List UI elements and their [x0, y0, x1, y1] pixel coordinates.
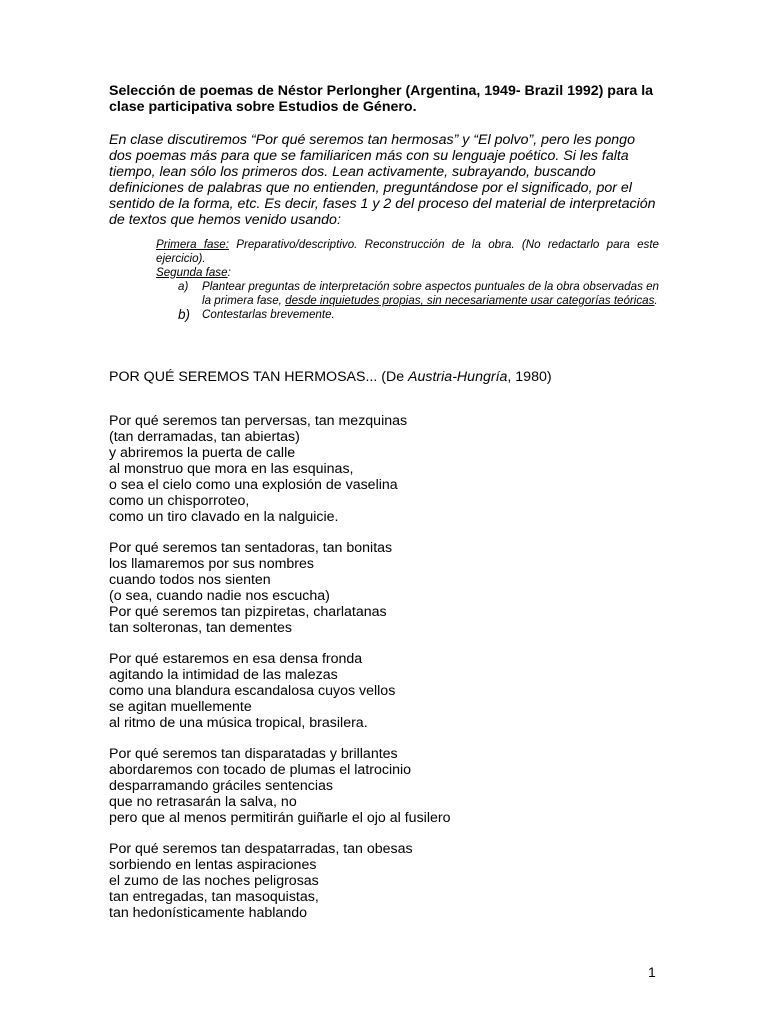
item-a-text-post: .: [654, 294, 658, 307]
intro-paragraph: [109, 132, 669, 228]
poem-heading-pre: POR QUÉ SEREMOS TAN HERMOSAS... (De: [109, 369, 409, 385]
poem-stanza: [109, 540, 669, 636]
phases-block: [156, 238, 659, 322]
first-phase-label: Primera fase:: [156, 238, 229, 251]
poem-line: tan solteronas, tan dementes: [109, 620, 292, 636]
title-line: clase participativa sobre Estudios de Género.: [109, 99, 417, 115]
first-phase-text: Preparativo/descriptivo. Reconstrucción de la obra. (No redactarlo para este ejercicio).: [156, 238, 659, 265]
poem-heading: [109, 369, 552, 386]
intro-line: dos poemas más para que se familiaricen más con su lenguaje poético. Si les falta: [109, 148, 629, 164]
poem-stanza: [109, 413, 669, 525]
poem-body: [109, 413, 669, 936]
page-number: 1: [648, 964, 656, 980]
poem-stanza: [109, 746, 669, 826]
poem-line: el zumo de las noches peligrosas: [109, 873, 319, 889]
second-phase: [156, 266, 659, 280]
item-a-text-pre: Plantear preguntas de interpretación sobre aspectos puntuales de la obra observadas en la primera fase,: [202, 280, 659, 307]
poem-line: Por qué seremos tan disparatadas y brillantes: [109, 746, 398, 762]
poem-line: cuando todos nos sienten: [109, 572, 271, 588]
poem-line: tan hedonísticamente hablando: [109, 905, 307, 921]
item-marker: b): [178, 307, 191, 322]
poem-line: pero que al menos permitirán guiñarle el ojo al fusilero: [109, 810, 451, 826]
phase-item-b: [156, 308, 659, 322]
poem-line: Por qué estaremos en esa densa fronda: [109, 651, 363, 667]
poem-line: sorbiendo en lentas aspiraciones: [109, 857, 317, 873]
poem-line: Por qué seremos tan despatarradas, tan obesas: [109, 841, 413, 857]
poem-line: abordaremos con tocado de plumas el latrocinio: [109, 762, 412, 778]
item-a-text-underlined: desde inquietudes propias, sin necesariamente usar categorías teóricas: [285, 294, 655, 307]
second-phase-colon: :: [227, 266, 231, 279]
poem-line: los llamaremos por sus nombres: [109, 556, 315, 572]
poem-line: Por qué seremos tan pizpiretas, charlatanas: [109, 604, 387, 620]
poem-line: y abriremos la puerta de calle: [109, 445, 296, 461]
poem-stanza: [109, 841, 669, 921]
first-phase: [156, 238, 659, 266]
poem-line: (tan derramadas, tan abiertas): [109, 429, 300, 445]
poem-line: Por qué seremos tan sentadoras, tan bonitas: [109, 540, 393, 556]
intro-line: En clase discutiremos “Por qué seremos tan hermosas” y “El polvo”, pero les pongo: [109, 132, 635, 148]
poem-line: como un tiro clavado en la nalguicie.: [109, 509, 339, 525]
poem-line: como una blandura escandalosa cuyos vellos: [109, 683, 396, 699]
intro-line: de textos que hemos venido usando:: [109, 212, 341, 228]
poem-line: como un chisporroteo,: [109, 493, 250, 509]
item-marker: a): [178, 280, 189, 293]
poem-line: agitando la intimidad de las malezas: [109, 667, 338, 683]
document-title: [109, 83, 669, 115]
title-line: Selección de poemas de Néstor Perlongher (Argentina, 1949- Brazil 1992) para la: [109, 83, 654, 99]
poem-line: o sea el cielo como una explosión de vaselina: [109, 477, 398, 493]
intro-line: sentido de la forma, etc. Es decir, fases 1 y 2 del proceso del material de interpretación: [109, 196, 656, 212]
poem-line: se agitan muellemente: [109, 699, 252, 715]
intro-line: tiempo, lean sólo los primeros dos. Lean activamente, subrayando, buscando: [109, 164, 596, 180]
poem-line: tan entregadas, tan masoquistas,: [109, 889, 319, 905]
poem-heading-post: , 1980): [507, 369, 552, 385]
poem-heading-book: Austria-Hungría: [408, 369, 508, 385]
second-phase-label: Segunda fase: [156, 266, 228, 279]
intro-line: definiciones de palabras que no entienden, preguntándose por el significado, por el: [109, 180, 632, 196]
poem-line: desparramando gráciles sentencias: [109, 778, 333, 794]
item-text: [202, 280, 659, 308]
phase-item-a: [156, 280, 659, 308]
poem-line: (o sea, cuando nadie nos escucha): [109, 588, 330, 604]
poem-line: que no retrasarán la salva, no: [109, 794, 297, 810]
item-b-text: Contestarlas brevemente.: [202, 308, 335, 321]
poem-stanza: [109, 651, 669, 731]
poem-line: al monstruo que mora en las esquinas,: [109, 461, 354, 477]
poem-line: al ritmo de una música tropical, brasilera.: [109, 715, 368, 731]
poem-line: Por qué seremos tan perversas, tan mezquinas: [109, 413, 408, 429]
